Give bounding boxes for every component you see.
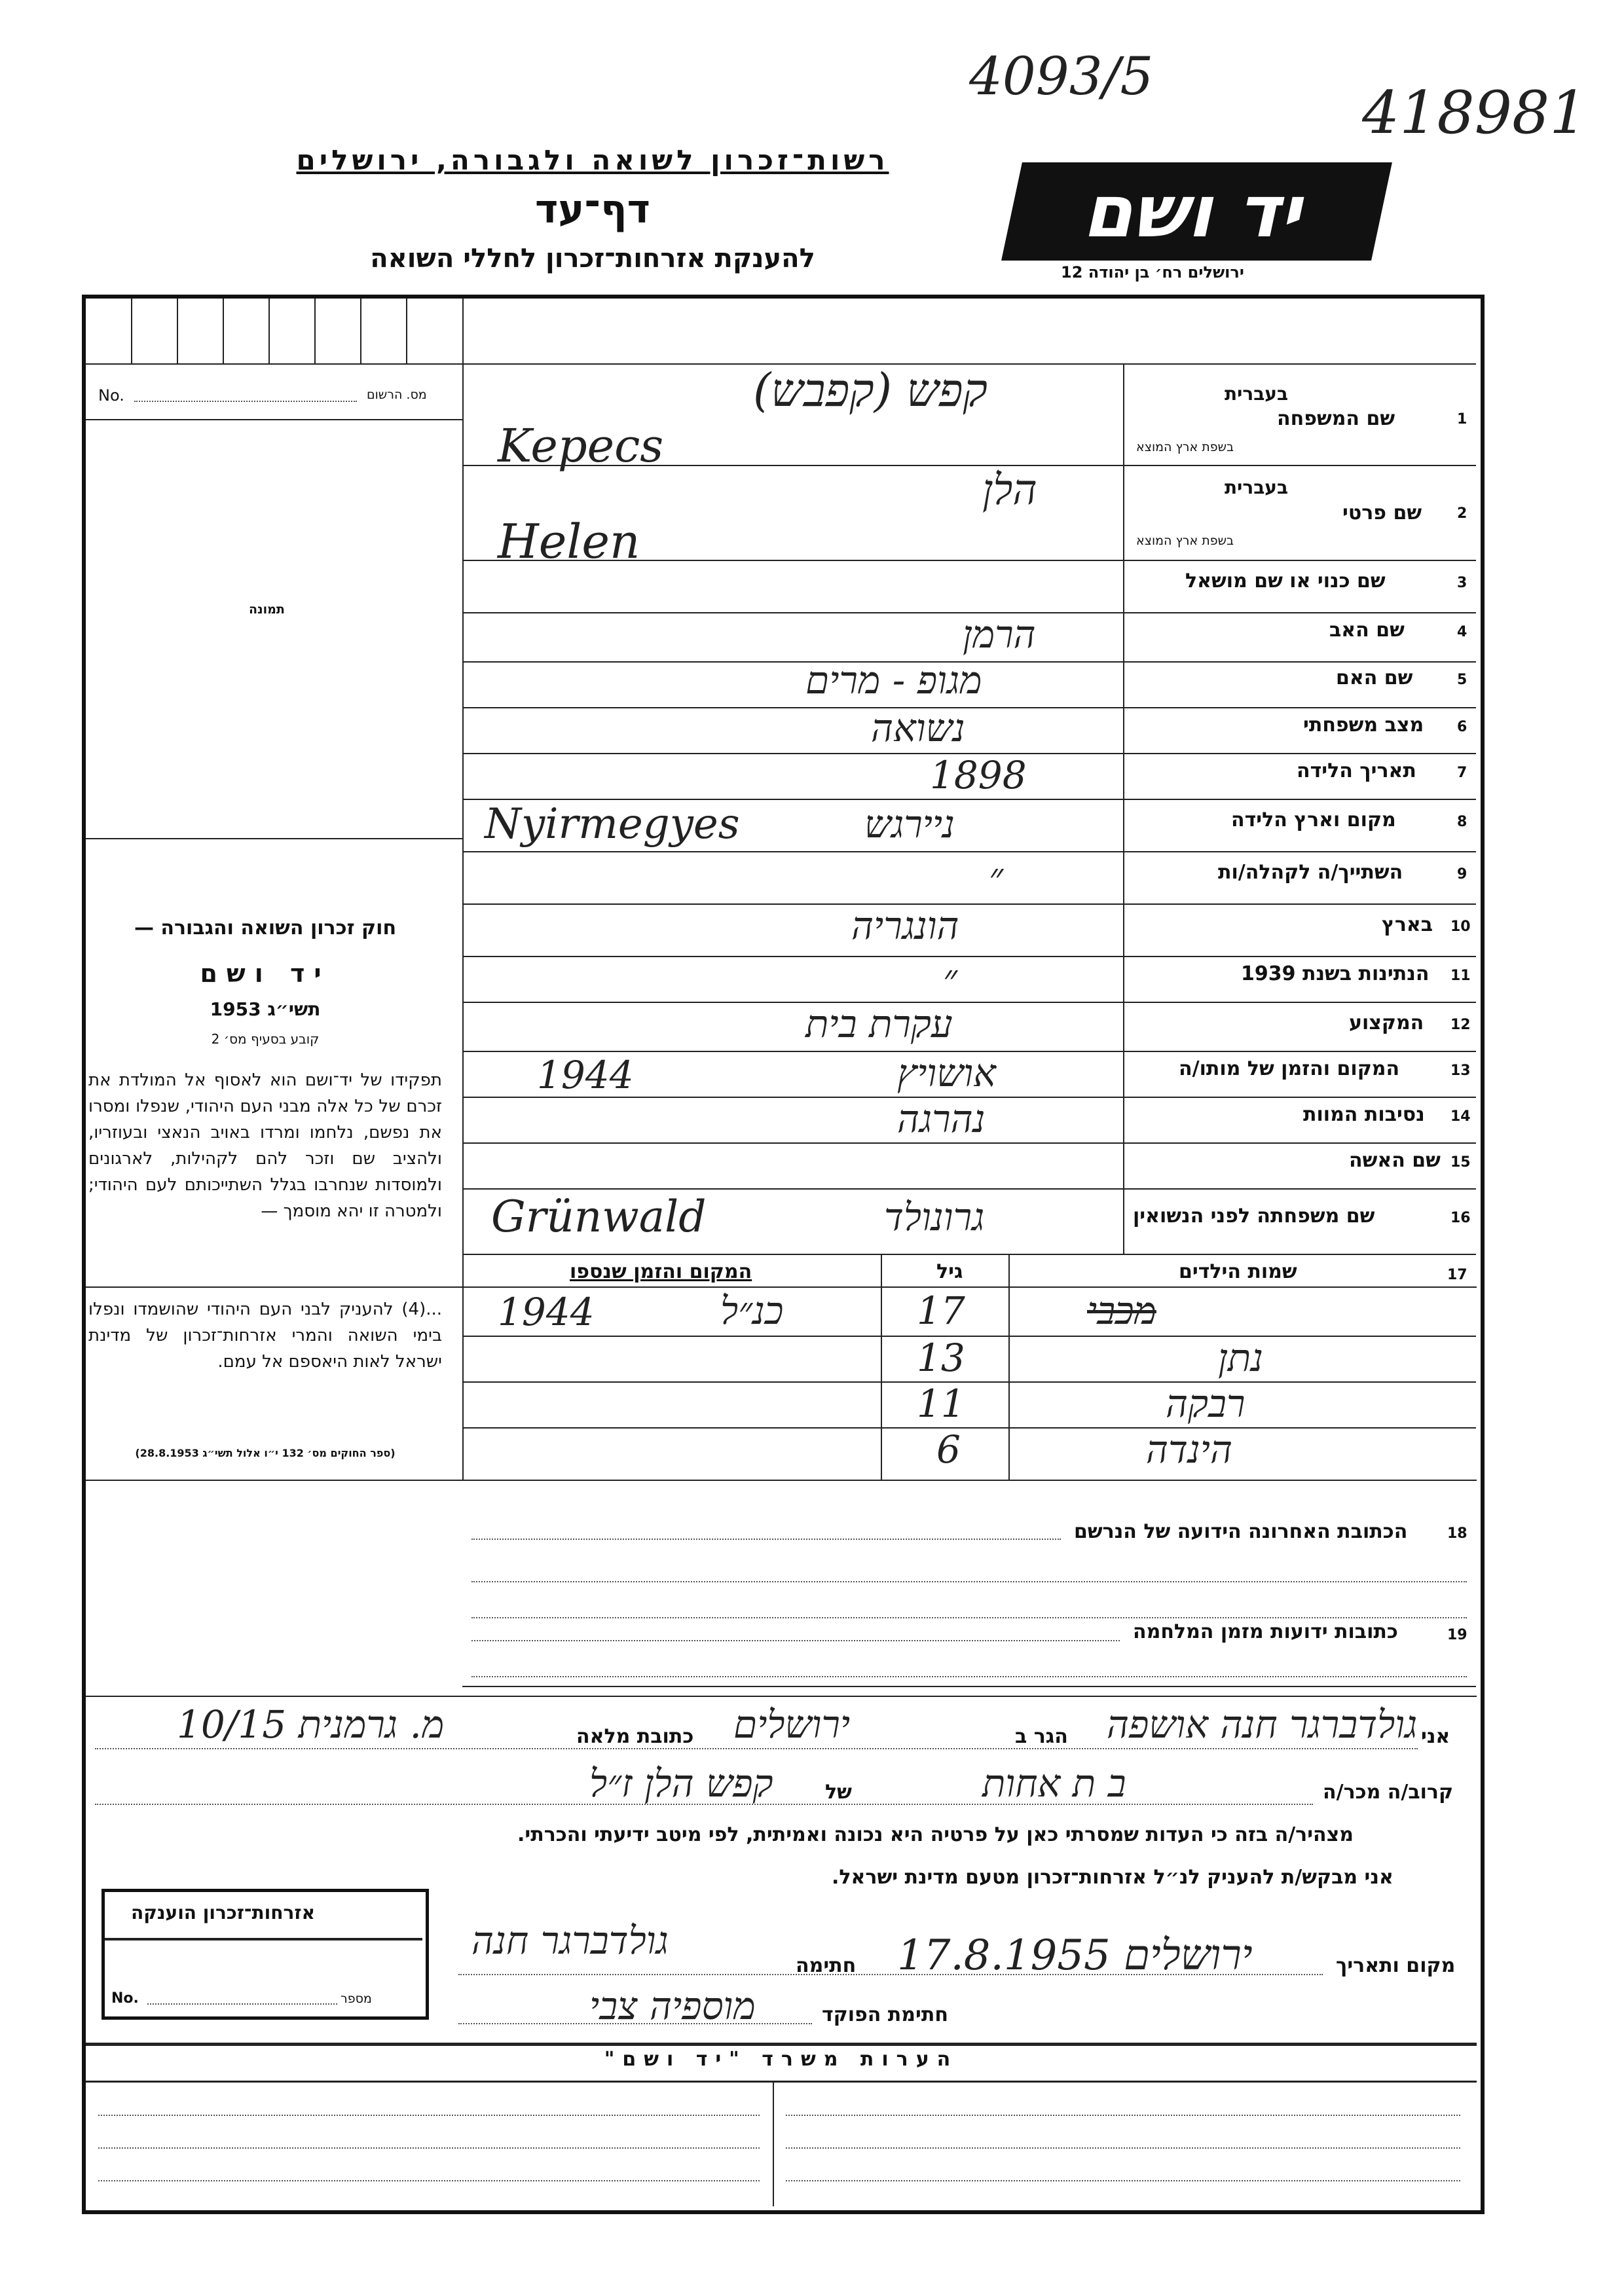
field-19-number: 19 (1447, 1627, 1467, 1643)
field-13-number: 13 (1450, 1063, 1471, 1079)
field-1-value-hebrew: קפש (קפבש) (753, 363, 987, 417)
field-17-number: 17 (1447, 1267, 1467, 1283)
field-15-number: 15 (1450, 1154, 1471, 1171)
field-9-number: 9 (1457, 866, 1467, 883)
field-2-number: 2 (1457, 505, 1467, 522)
field-1-hint-bottom: בשפת ארץ המוצא (1136, 440, 1234, 454)
field-10-label: בארץ (1382, 913, 1433, 936)
yad-vashem-logo: יד ושם (1001, 162, 1392, 261)
field-10-value: הונגריה (851, 903, 959, 948)
field-5-label: שם האם (1336, 666, 1413, 689)
decl-city: ירושלים (733, 1702, 851, 1747)
field-11-number: 11 (1450, 968, 1471, 984)
decl-address: מ. גרמנית 10/15 (177, 1702, 445, 1747)
law-clause: קובע בסעיף מס׳ 2 (211, 1031, 320, 1047)
stamp-box-title: אזרחות־זכרון הוענקה (131, 1902, 315, 1923)
child-1-year: 1944 (498, 1290, 595, 1334)
child-1-place: כנ״ל (720, 1288, 784, 1333)
law-year: תשי״ג 1953 (210, 998, 321, 1020)
field-6-value: נשואה (871, 706, 965, 750)
decl-of-label: של (825, 1781, 852, 1804)
field-8-value-latin: Nyirmegyes (485, 800, 740, 848)
field-4-label: שם האב (1329, 619, 1405, 642)
field-9-value: ״ (989, 854, 1004, 899)
child-2-age: 13 (917, 1336, 965, 1380)
photo-label: תמונה (249, 602, 285, 617)
field-11-label: הנתינות בשנת 1939 (1241, 962, 1430, 985)
field-19-label: כתובות ידועות מזמן המלחמה (1133, 1620, 1398, 1643)
field-15-label: שם האשה (1349, 1149, 1441, 1172)
decl-resident-label: הגר ב (1015, 1725, 1068, 1748)
law-text-1: תפקידו של יד־ושם הוא לאסוף אל המולדת את זכרם של כל אלה מבני העם היהודי, שנפלו ומסרו את נפשם, נלחמו ומרדו באויב הנאצי ובעוזריו, ולהציב שם וזכר להם לקהילות, לארגונים ולמוסדות שנחרבו בגלל השתייכותם לעם היהודי; ולמטרה זו יהא מוסמך — (88, 1070, 442, 1221)
field-4-number: 4 (1457, 624, 1467, 640)
field-18-number: 18 (1447, 1525, 1467, 1542)
field-7-label: תאריך הלידה (1297, 759, 1416, 782)
field-6-number: 6 (1457, 719, 1467, 735)
field-11-value: ״ (943, 956, 958, 1000)
child-3-name: רבקה (1166, 1381, 1246, 1426)
child-4-age: 6 (936, 1427, 961, 1472)
decl-statement-2: אני מבקש/ת להעניק לנ״ל אזרחות־זכרון מטעם מדינת ישראל. (832, 1866, 1393, 1889)
archive-number-top: 4093/5 (969, 46, 1154, 107)
field-16-value: גרונולד (884, 1195, 985, 1239)
signature-value: גולדברגר חנה (471, 1918, 669, 1963)
field-3-label: שם כנוי או שם מושאל (1185, 570, 1386, 592)
field-5-number: 5 (1457, 672, 1467, 688)
field-5-value: מגופ - מרים (805, 658, 982, 702)
field-7-number: 7 (1457, 765, 1467, 781)
law-name: יד ושם (200, 959, 331, 988)
children-names-header: שמות הילדים (1179, 1260, 1297, 1283)
address-line: ירושלים רח׳ בן יהודה 12 (1061, 263, 1244, 282)
field-13-value: אושויץ (897, 1051, 996, 1095)
law-text-2: ...(4) להעניק לבני העם היהודי שהושמדו ונפלו בימי השואה והמרי אזרחות־זכרון של מדינת ישראל לאות היאספם אל עמם. (88, 1300, 442, 1372)
field-3-number: 3 (1457, 575, 1467, 591)
stamp-number-label: מספר (341, 1992, 372, 2006)
decl-name: גולדברגר חנה אושפה (1107, 1702, 1418, 1747)
child-1-name: מכבי (1087, 1288, 1156, 1333)
decl-statement-1: מצהיר/ה בזה כי העדות שמסרתי כאן על פרטיה היא נכונה ואמיתית, לפי מיטב ידיעתי והכרתי. (517, 1823, 1354, 1846)
field-16-value-latin: Grünwald (491, 1192, 707, 1242)
place-date-label: מקום ותאריך (1336, 1954, 1456, 1977)
field-1-hint-top: בעברית (1225, 383, 1289, 405)
field-14-label: נסיבות המוות (1303, 1103, 1425, 1126)
child-1-age: 17 (917, 1288, 965, 1333)
field-8-value: ניירגש (864, 802, 955, 847)
field-14-number: 14 (1450, 1108, 1471, 1125)
field-4-value: הרמן (963, 612, 1036, 657)
archive-number-right: 418981 (1362, 79, 1587, 147)
children-place-header: המקום והזמן שנספו (570, 1260, 752, 1283)
child-2-name: נתן (1218, 1336, 1264, 1380)
decl-full-address-label: כתובת מלאה (576, 1725, 694, 1748)
decl-relation: ב ת אחות (982, 1761, 1126, 1806)
field-2-value-latin: Helen (498, 514, 640, 569)
law-source: (ספר החוקים מס׳ 132 י״ו אלול תשי״ג 28.8.1953) (135, 1447, 396, 1459)
form-subtitle: להענקת אזרחות־זכרון לחללי השואה (370, 244, 815, 274)
stamp-no-label: No. (111, 1990, 139, 2007)
field-12-number: 12 (1450, 1017, 1471, 1033)
field-10-number: 10 (1450, 919, 1471, 935)
field-9-label: השתייך/ה לקהלה/ות (1218, 861, 1403, 884)
field-16-number: 16 (1450, 1210, 1471, 1226)
officer-label: חתימת הפוקד (822, 2003, 948, 2026)
field-12-label: המקצוע (1349, 1011, 1424, 1034)
field-2-hint-top: בעברית (1225, 477, 1289, 498)
field-2-value-hebrew: הלן (982, 466, 1037, 515)
field-7-value: 1898 (930, 753, 1027, 797)
field-2-hint-bottom: בשפת ארץ המוצא (1136, 534, 1234, 548)
field-2-label: שם פרטי (1342, 501, 1422, 524)
field-16-label: שם משפחתה לפני הנשואין (1133, 1205, 1375, 1228)
reg-no-label: No. (98, 386, 124, 405)
field-18-label: הכתובת האחרונה הידועה של הנרשם (1074, 1520, 1408, 1543)
field-13-label: המקום והזמן של מותו/ה (1179, 1057, 1400, 1080)
remarks-title: הערות משרד "יד ושם" (604, 2048, 959, 2071)
field-6-label: מצב משפחתי (1303, 714, 1424, 737)
decl-relative-label: קרוב/ה מכר/ה (1323, 1781, 1454, 1804)
field-1-value-latin: Kepecs (498, 419, 664, 473)
field-8-label: מקום וארץ הלידה (1231, 809, 1396, 831)
authority-title: רשות־זכרון לשואה ולגבורה, ירושלים (296, 144, 889, 176)
field-1-number: 1 (1457, 411, 1467, 428)
child-4-name: הינדה (1146, 1427, 1232, 1472)
children-age-header: גיל (936, 1260, 963, 1283)
law-title: חוק זכרון השואה והגבורה — (134, 917, 397, 939)
field-8-number: 8 (1457, 814, 1467, 830)
reg-number-label: מס. הרשום (367, 388, 427, 402)
field-13-year: 1944 (537, 1053, 634, 1097)
place-date-value: ירושלים 17.8.1955 (897, 1931, 1253, 1980)
field-1-label: שם המשפחה (1277, 407, 1395, 430)
field-12-value: עקרת בית (805, 1002, 953, 1046)
field-14-value: נהרגה (897, 1097, 986, 1141)
officer-signature: מוספיה צבי (589, 1984, 756, 2028)
child-3-age: 11 (917, 1381, 965, 1426)
form-title: דף־עד (535, 187, 650, 232)
decl-of-value: קפש הלן ז״ל (589, 1761, 773, 1806)
signature-label: חתימה (796, 1954, 857, 1977)
decl-ani: אני (1421, 1725, 1450, 1748)
